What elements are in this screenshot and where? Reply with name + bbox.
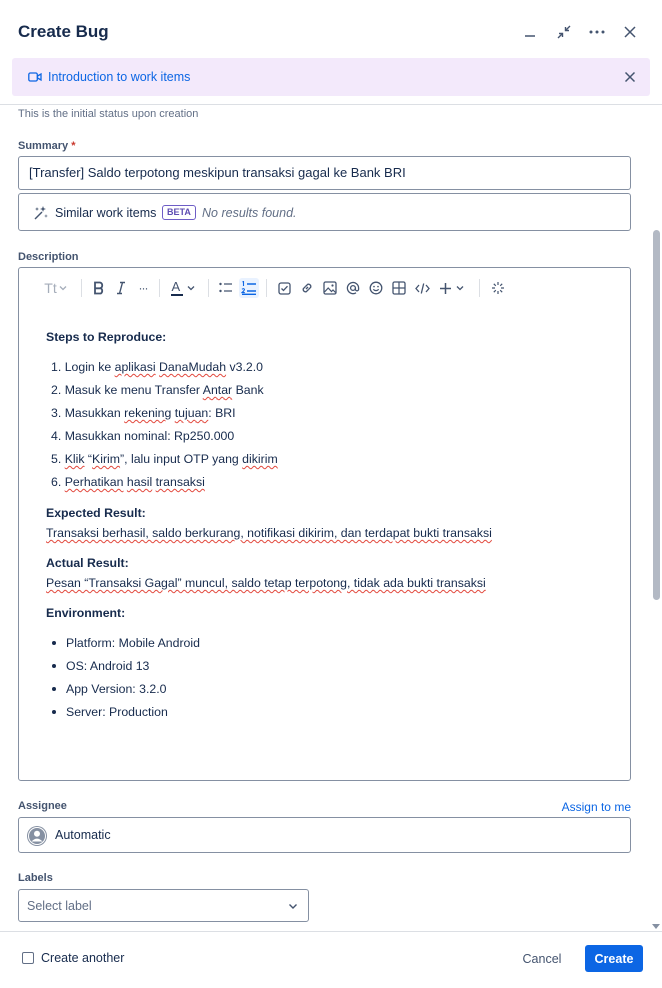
more-actions-button[interactable] — [585, 20, 609, 44]
list-item: Platform: Mobile Android — [52, 636, 200, 650]
cancel-button[interactable]: Cancel — [522, 952, 562, 966]
scrollbar-thumb[interactable] — [653, 230, 660, 600]
text-color-icon: A — [171, 279, 181, 294]
steps-heading: Steps to Reproduce: — [46, 330, 167, 344]
user-icon — [27, 826, 47, 846]
toolbar-separator — [266, 279, 267, 297]
color-swatch — [171, 294, 183, 296]
list-item: 5. Klik “Kirim”, lalu input OTP yang dikirim — [51, 452, 278, 466]
similar-label: Similar work items — [55, 206, 157, 220]
code-icon — [415, 282, 430, 295]
action-item-button[interactable] — [274, 278, 294, 298]
image-button[interactable] — [320, 278, 340, 298]
chevron-down-icon — [58, 283, 68, 293]
create-another-checkbox[interactable] — [22, 952, 34, 964]
toolbar-separator — [81, 279, 82, 297]
bold-icon — [93, 281, 105, 295]
ai-button[interactable] — [488, 278, 508, 298]
italic-icon — [115, 281, 127, 295]
sparkle-icon — [33, 205, 49, 221]
link-button[interactable] — [297, 278, 317, 298]
chevron-down-icon — [286, 899, 300, 913]
text-style-label: Tt — [44, 280, 57, 296]
toolbar-separator — [159, 279, 160, 297]
list-item: 6. Perhatikan hasil transaksi — [51, 475, 205, 489]
list-item: 2. Masuk ke menu Transfer Antar Bank — [51, 383, 264, 397]
list-item: 4. Masukkan nominal: Rp250.000 — [51, 429, 235, 443]
insert-button[interactable] — [437, 278, 467, 298]
assignee-select[interactable] — [18, 817, 631, 853]
italic-button[interactable] — [111, 278, 131, 298]
dialog-header — [0, 0, 662, 56]
code-button[interactable] — [412, 278, 432, 298]
bullet-list-icon — [219, 282, 233, 294]
video-icon — [28, 70, 42, 84]
actual-text: Pesan “Transaksi Gagal” muncul, saldo tetap terpotong, tidak ada bukti transaksi — [46, 576, 486, 590]
list-item: OS: Android 13 — [52, 659, 149, 673]
emoji-button[interactable] — [366, 278, 386, 298]
more-formatting-button[interactable] — [133, 278, 153, 298]
list-item: 1. Login ke aplikasi DanaMudah v3.2.0 — [51, 360, 263, 374]
assignee-value: Automatic — [55, 828, 111, 842]
summary-label: Summary * — [18, 140, 76, 152]
bold-button[interactable] — [89, 278, 109, 298]
text-style-button[interactable] — [41, 278, 71, 298]
bullet-list-button[interactable] — [216, 278, 236, 298]
similar-work-items — [18, 193, 631, 231]
emoji-icon — [369, 281, 383, 295]
create-another-label[interactable]: Create another — [41, 951, 125, 965]
loading-sparkle-icon — [491, 281, 505, 295]
chevron-down-icon — [186, 283, 196, 293]
required-mark: * — [71, 140, 76, 152]
more-icon: ··· — [138, 281, 148, 295]
summary-input[interactable]: [Transfer] Saldo terpotong meskipun transaksi gagal ke Bank BRI — [18, 156, 631, 190]
beta-badge: BETA — [162, 205, 196, 220]
more-icon — [589, 30, 605, 34]
numbered-list-icon — [241, 281, 257, 295]
close-icon — [624, 26, 636, 38]
no-results-text: No results found. — [202, 206, 297, 220]
minimize-button[interactable] — [518, 20, 542, 44]
plus-icon — [439, 282, 452, 295]
image-icon — [323, 281, 337, 295]
assignee-label: Assignee — [18, 800, 67, 812]
description-editor[interactable] — [18, 267, 631, 781]
expected-text: Transaksi berhasil, saldo berkurang, notifikasi dikirim, dan terdapat bukti transaksi — [46, 526, 492, 540]
mention-icon — [346, 281, 360, 295]
dialog-title: Create Bug — [18, 22, 109, 41]
expected-heading: Expected Result: — [46, 506, 146, 520]
labels-placeholder: Select label — [27, 899, 92, 913]
create-button[interactable]: Create — [585, 945, 643, 972]
intro-banner — [12, 58, 650, 96]
scrollbar[interactable] — [650, 105, 662, 931]
close-dialog-button[interactable] — [618, 20, 642, 44]
collapse-icon — [557, 25, 571, 39]
dialog-footer — [0, 931, 662, 988]
checkbox-icon — [278, 282, 291, 295]
description-label: Description — [18, 251, 79, 263]
labels-label: Labels — [18, 872, 53, 884]
minimize-icon — [524, 26, 536, 38]
mention-button[interactable] — [343, 278, 363, 298]
close-icon[interactable] — [622, 69, 638, 85]
list-item: 3. Masukkan rekening tujuan: BRI — [51, 406, 236, 420]
form-body[interactable] — [0, 105, 650, 931]
text-color-button[interactable] — [167, 278, 199, 298]
chevron-down-icon — [455, 283, 465, 293]
toolbar-separator — [208, 279, 209, 297]
numbered-list-button[interactable] — [239, 278, 259, 298]
scroll-down-arrow-icon[interactable] — [652, 924, 660, 929]
list-item: App Version: 3.2.0 — [52, 682, 167, 696]
environment-heading: Environment: — [46, 606, 126, 620]
editor-toolbar — [19, 268, 630, 308]
table-icon — [392, 281, 406, 295]
collapse-button[interactable] — [552, 20, 576, 44]
intro-link[interactable]: Introduction to work items — [48, 70, 191, 84]
list-item: Server: Production — [52, 705, 168, 719]
table-button[interactable] — [389, 278, 409, 298]
link-icon — [300, 281, 314, 295]
toolbar-separator — [479, 279, 480, 297]
status-helper-text: This is the initial status upon creation — [18, 108, 199, 120]
assign-to-me-link[interactable]: Assign to me — [561, 800, 631, 814]
actual-heading: Actual Result: — [46, 556, 129, 570]
avatar — [27, 826, 47, 846]
labels-select[interactable] — [18, 889, 309, 922]
